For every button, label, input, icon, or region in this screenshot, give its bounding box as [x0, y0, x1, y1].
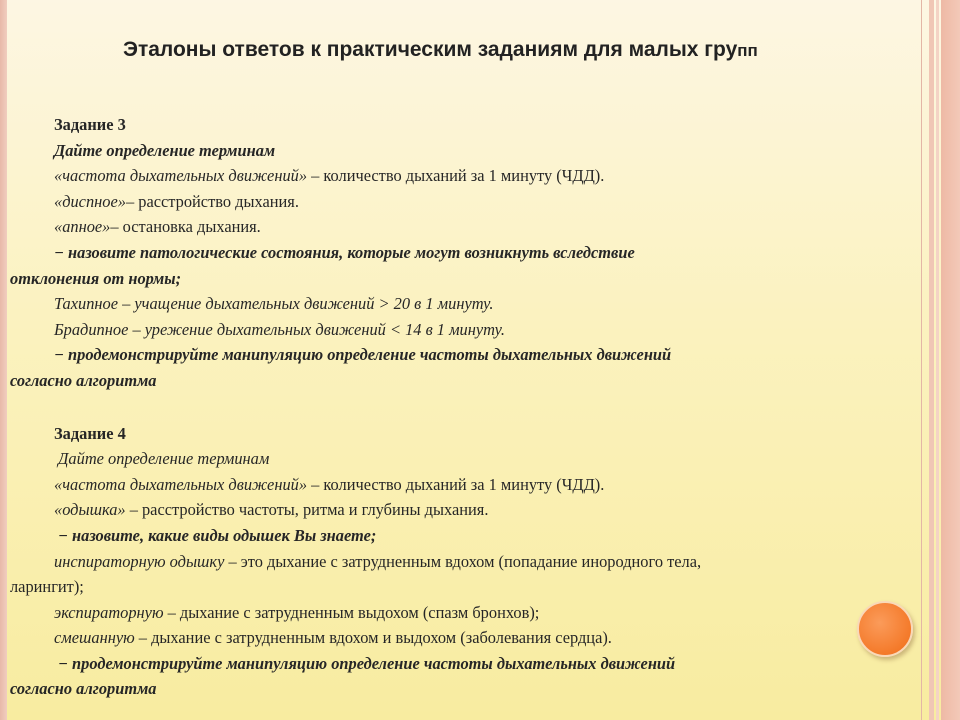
task3-question-2: − продемонстрируйте манипуляцию определение частоты дыхательных движений	[54, 345, 672, 365]
content	[10, 112, 910, 702]
task3-definition-1: «частота дыхательных движений» – количество дыханий за 1 минуту (ЧДД).	[54, 166, 605, 186]
left-border	[0, 0, 7, 720]
task4-instruction: Дайте определение терминам	[58, 449, 270, 469]
task3-definition-2: «диспное»– расстройство дыхания.	[54, 191, 299, 211]
task3-definition-3: «апное»– остановка дыхания.	[54, 217, 261, 237]
task4-question-2: − продемонстрируйте манипуляцию определение частоты дыхательных движений	[58, 653, 676, 673]
task3-bradypnea: Брадипное – урежение дыхательных движений < 14 в 1 минуту.	[54, 319, 505, 339]
task4-question-1: − назовите, какие виды одышек Вы знаете;	[58, 525, 377, 545]
task4-expiratory: экспираторную – дыхание с затрудненным выдохом (спазм бронхов);	[54, 602, 540, 622]
task4-inspiratory-cont: ларингит);	[10, 577, 84, 597]
task3-question-1-cont: отклонения от нормы;	[10, 268, 182, 288]
task3-instruction: Дайте определение терминам	[54, 140, 276, 160]
task3-question-1: − назовите патологические состояния, которые могут возникнуть вследствие	[54, 242, 635, 262]
task4-definition-2: «одышка» – расстройство частоты, ритма и глубины дыхания.	[54, 500, 489, 520]
task3-tachypnea: Тахипное – учащение дыхательных движений > 20 в 1 минуту.	[54, 294, 494, 314]
task4-definition-1: «частота дыхательных движений» – количество дыханий за 1 минуту (ЧДД).	[54, 474, 605, 494]
right-band-1	[929, 0, 934, 720]
page-title: Эталоны ответов к практическим заданиям для малых групп	[123, 38, 758, 61]
right-band-3	[941, 0, 960, 720]
task4-mixed: смешанную – дыхание с затрудненным вдохом и выдохом (заболевания сердца).	[54, 628, 612, 648]
task4-heading: Задание 4	[54, 423, 126, 443]
task3-question-2-cont: согласно алгоритма	[10, 370, 157, 390]
decorative-orange-circle	[857, 601, 913, 657]
task4-inspiratory: инспираторную одышку – это дыхание с затрудненным вдохом (попадание инородного тела,	[54, 551, 702, 571]
right-band-2	[936, 0, 939, 720]
right-divider-line	[921, 0, 922, 720]
task4-question-2-cont: согласно алгоритма	[10, 679, 157, 699]
task3-heading: Задание 3	[54, 115, 126, 134]
